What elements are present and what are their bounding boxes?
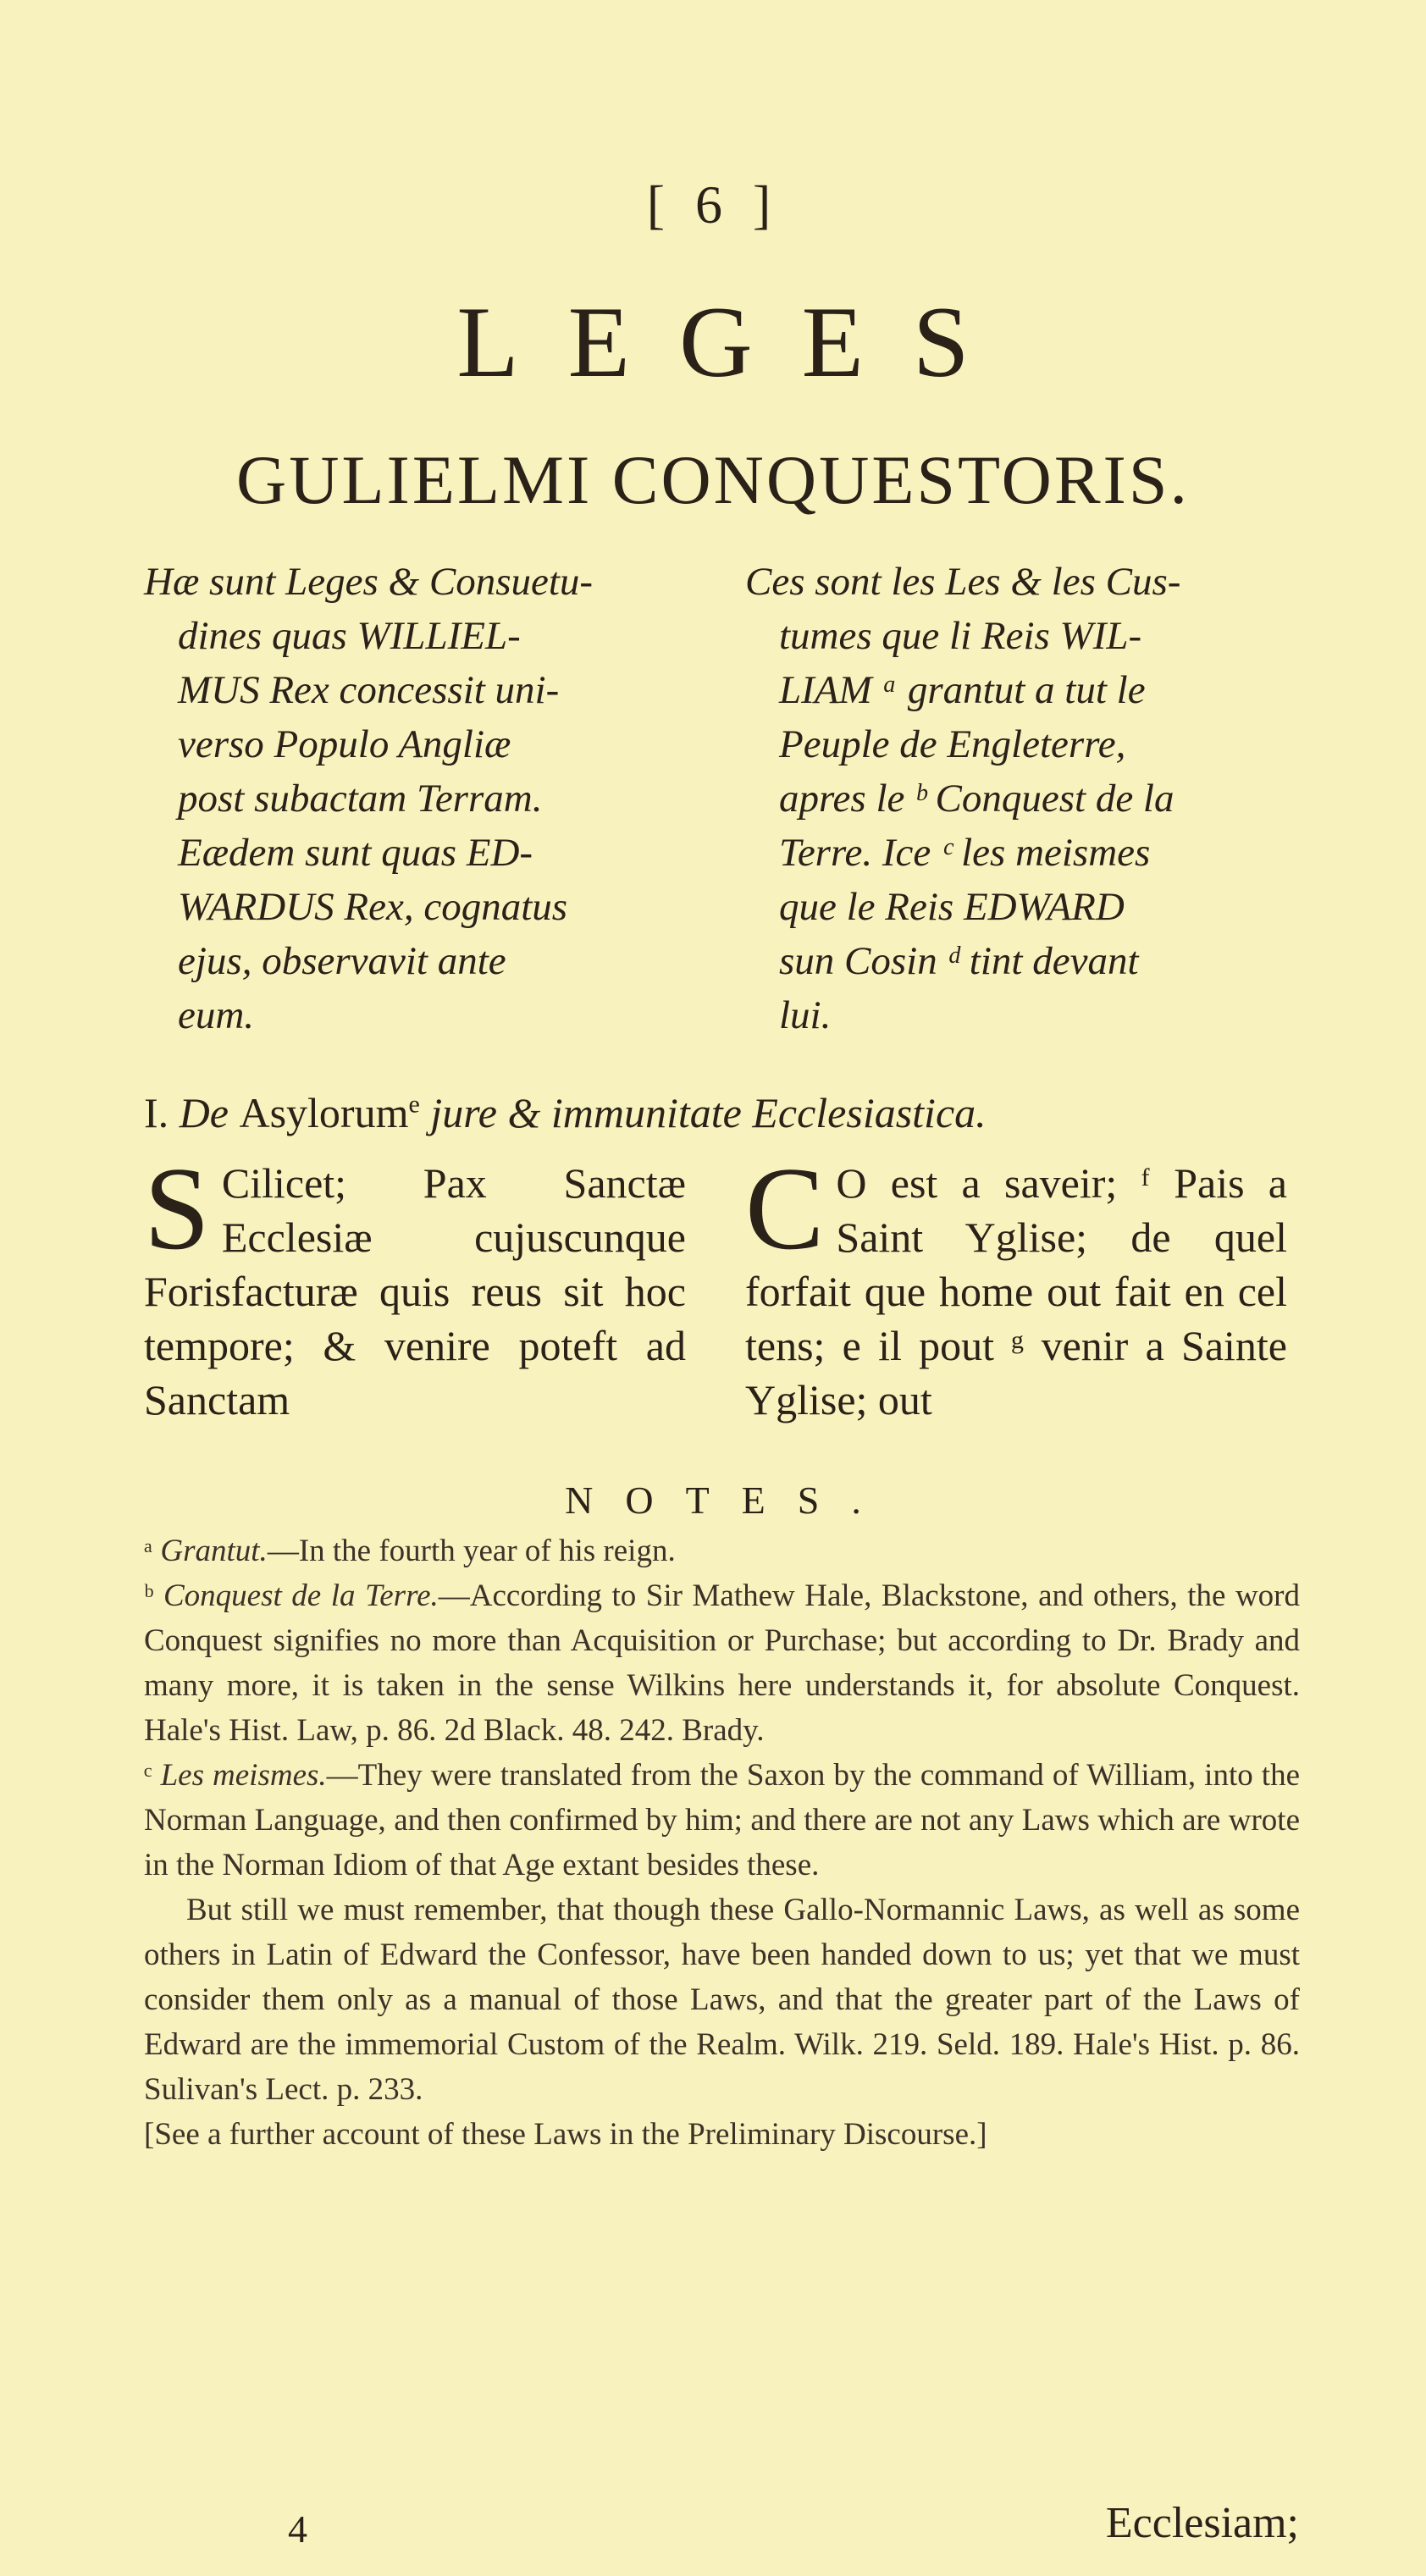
section-number: I. [144, 1089, 169, 1136]
section-heading-de: De [179, 1089, 229, 1136]
intro-french-line: Terre. Ice ᶜ les meismes [779, 831, 1151, 875]
intro-french [745, 555, 1287, 1042]
intro-french-line: sun Cosin ᵈ tint devant [779, 939, 1139, 983]
page-number: [ 6 ] [646, 174, 780, 235]
intro-french-line: Ces sont les Les & les Cus- [745, 560, 1181, 604]
note-mark: ᵃ [144, 1534, 153, 1568]
intro-latin-line: verso Populo Angliæ [178, 722, 511, 766]
note-text: But still we must remember, that though these Gallo-Normannic Laws, as well as some others in Latin of Edward the Confessor, have been handed down to us; yet that we must consider them only as a manual of those Laws, and that the greater part of the Laws of Edward are the immemorial Custom of the Realm. Wilk. 219. Seld. 189. Hale's Hist. p. 86. Sulivan's Lect. p. 233. [144, 1893, 1300, 2107]
intro-french-line: Peuple de Engleterre, [779, 722, 1126, 766]
section-heading-word: Asylorum [239, 1089, 409, 1136]
intro-latin-line: dines quas WILLIEL- [178, 614, 521, 658]
intro-french-line: LIAM ᵃ grantut a tut le [779, 668, 1146, 712]
note-mark: ᵇ [144, 1578, 154, 1613]
section-heading-footnote-mark: e [408, 1090, 420, 1119]
subtitle: GULIELMI CONQUESTORIS. [236, 441, 1190, 518]
intro-french-line: apres le ᵇ Conquest de la [779, 777, 1175, 821]
drop-cap-french: C [745, 1143, 825, 1274]
intro-latin-line: MUS Rex concessit uni- [178, 668, 560, 712]
notes-heading: NOTES. [565, 1479, 893, 1522]
section-heading-rest: jure & immunitate Ecclesiastica. [430, 1089, 987, 1136]
note-paragraph [144, 2112, 1300, 2157]
intro-french-line: que le Reis EDWARD [779, 885, 1125, 929]
body-latin [144, 1143, 686, 1427]
signature-mark: 4 [288, 2507, 307, 2551]
intro-latin-line: Hæ sunt Leges & Consuetu- [144, 560, 594, 604]
note-lemma: Grantut. [160, 1534, 268, 1568]
intro-latin-line: eum. [178, 993, 255, 1037]
note-lemma: Conquest de la Terre. [163, 1578, 439, 1613]
body-latin-text: Cilicet; Pax Sanctæ Ecclesiæ cujuscunque Forisfacturæ quis reus sit hoc tempore; & venire poteft ad Sanctam [144, 1159, 686, 1423]
note-text: [See a further account of these Laws in the Preliminary Discourse.] [144, 2117, 987, 2152]
section-heading [144, 1088, 1296, 1137]
note-paragraph [144, 1888, 1300, 2112]
catchword: Ecclesiam; [1105, 2499, 1299, 2547]
note-item [144, 1573, 1300, 1753]
intro-latin-line: post subactam Terram. [178, 777, 543, 821]
intro-latin-line: WARDUS Rex, cognatus [178, 885, 568, 929]
note-item [144, 1753, 1300, 1888]
drop-cap-latin: S [144, 1143, 210, 1274]
main-title: LEGES [456, 285, 1019, 398]
body-french [745, 1143, 1287, 1427]
notes-section [144, 1528, 1300, 2157]
intro-latin-line: ejus, observavit ante [178, 939, 506, 983]
note-mark: ᶜ [144, 1758, 152, 1793]
note-item [144, 1528, 1300, 1573]
intro-french-line: tumes que li Reis WIL- [779, 614, 1142, 658]
intro-latin [144, 555, 686, 1042]
intro-french-line: lui. [779, 993, 832, 1037]
note-text: —According to Sir Mathew Hale, Blackstone, and others, the word Conquest signifies no more than Acquisition or Purchase; but according to Dr. Brady and many more, it is taken in the sense Wilkins here understands it, for absolute Conquest. Hale's Hist. Law, p. 86. 2d Black. 48. 242. Brady. [144, 1578, 1300, 1748]
note-text: —In the fourth year of his reign. [267, 1534, 676, 1568]
note-lemma: Les meismes. [160, 1758, 327, 1793]
body-french-text: O est a saveir; ᶠ Pais a Saint Yglise; de quel forfait que home out fait en cel tens; e il pout ᵍ venir a Sainte Yglise; out [745, 1159, 1287, 1423]
intro-latin-line: Eædem sunt quas ED- [178, 831, 533, 875]
note-text: —They were translated from the Saxon by the command of William, into the Norman Language, and then confirmed by him; and there are not any Laws which are wrote in the Norman Idiom of that Age extant besides these. [144, 1758, 1301, 1882]
